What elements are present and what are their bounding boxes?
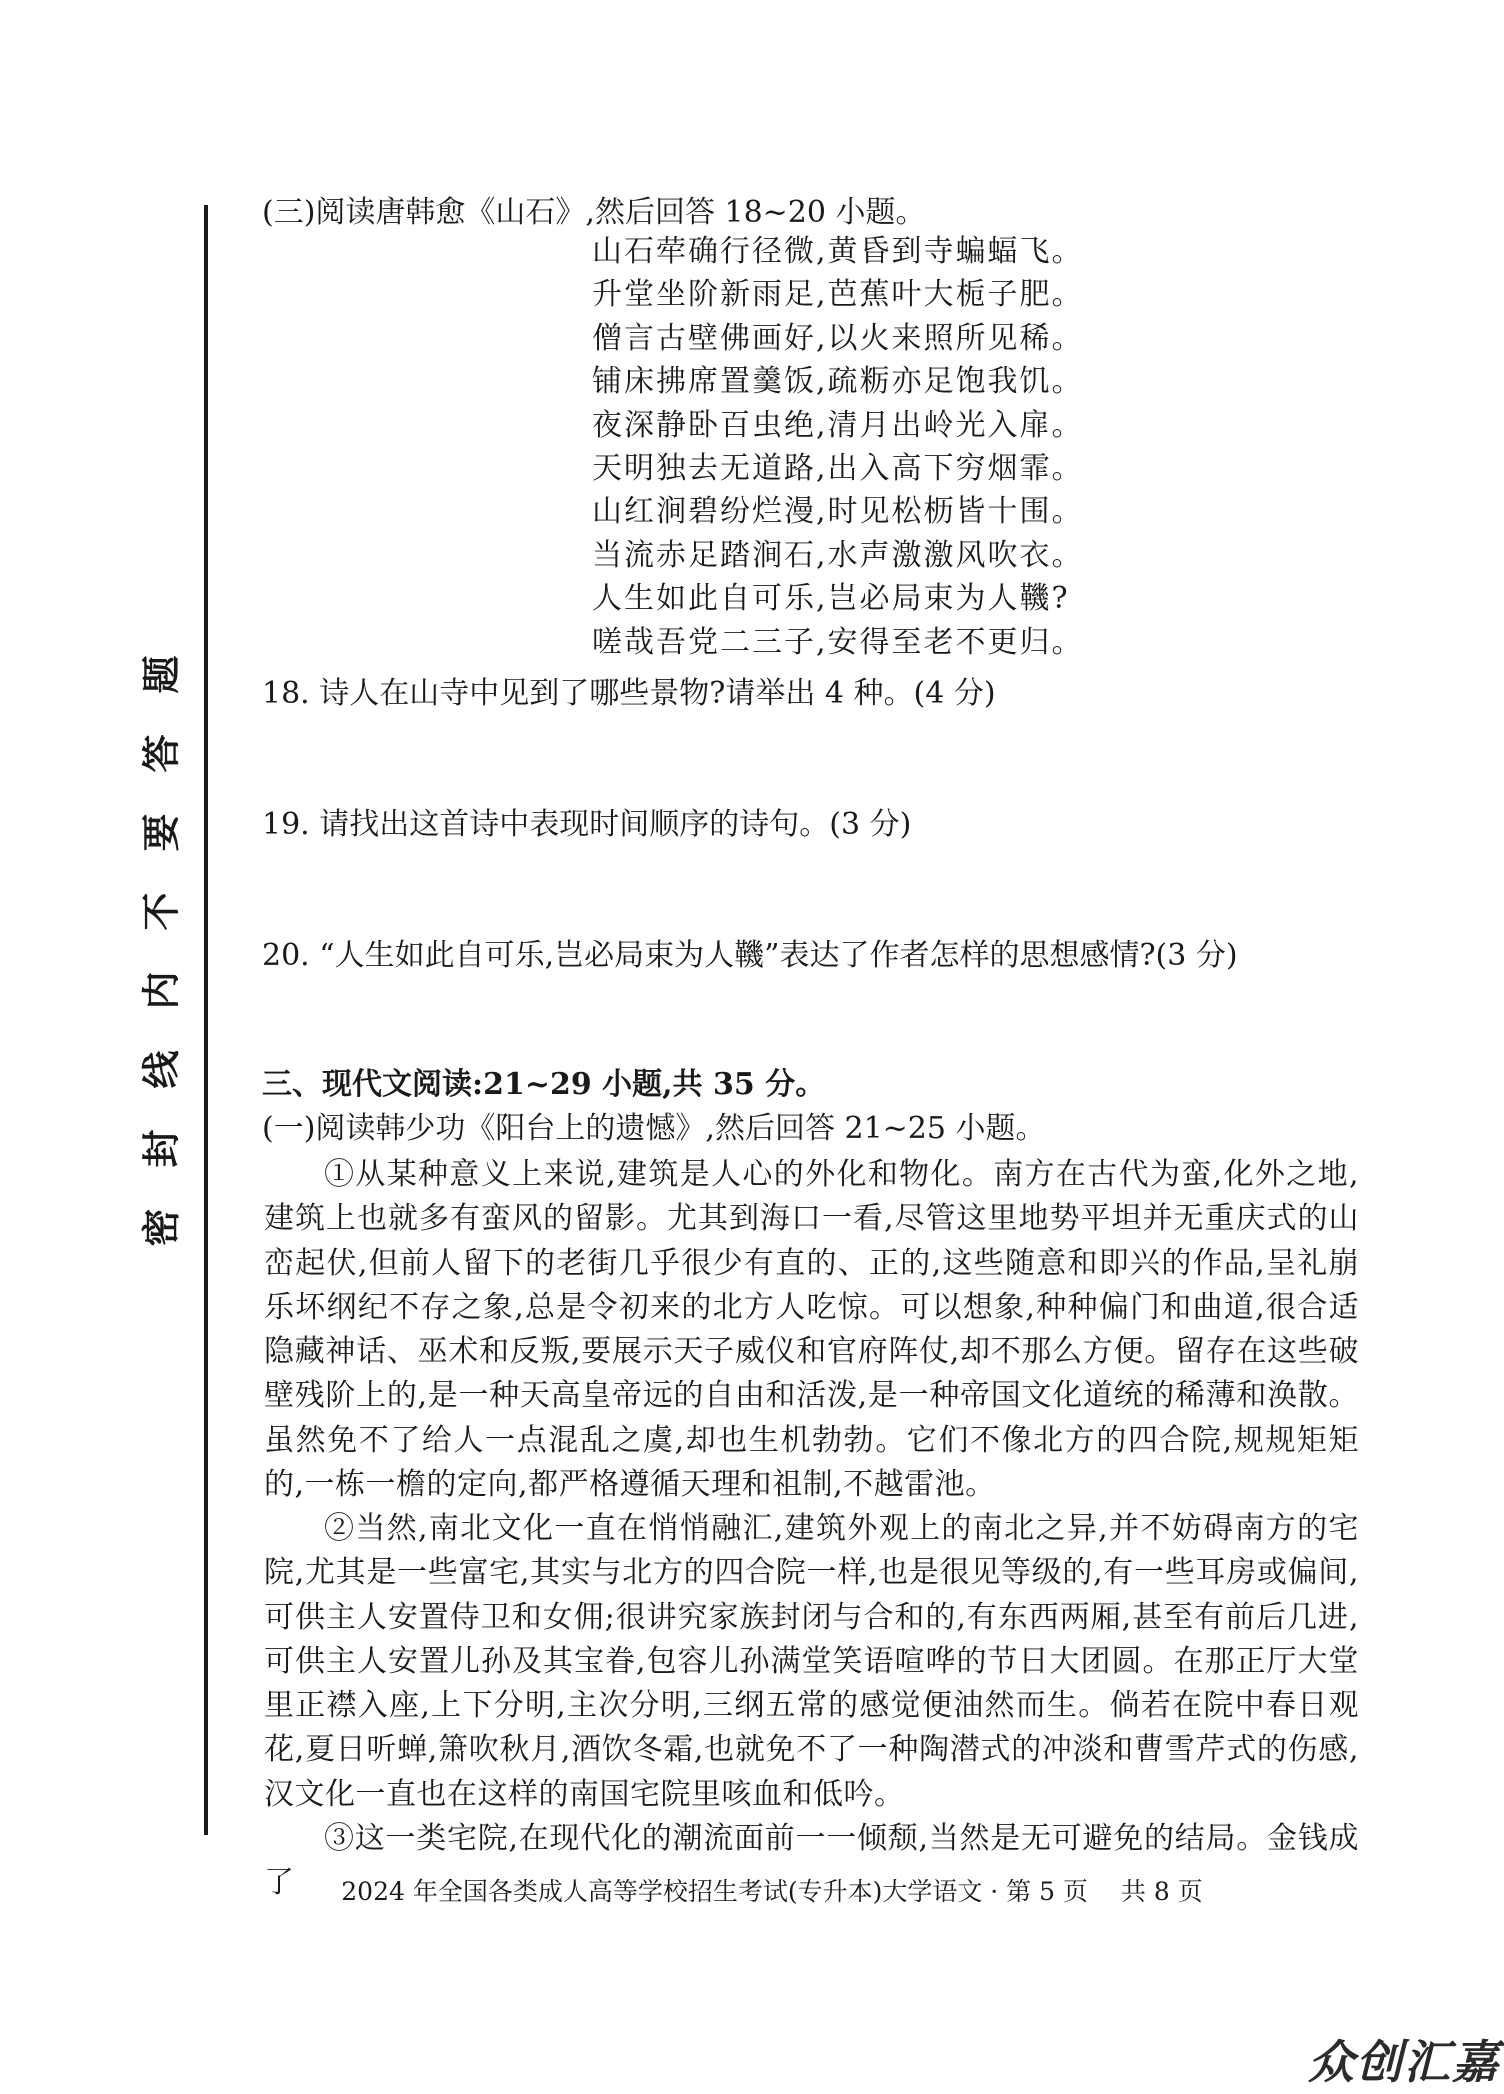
section-subheading-essay: (一)阅读韩少功《阳台上的遗憾》,然后回答 21~25 小题。 (262, 1111, 1046, 1146)
essay-paragraph-3: ③这一类宅院,在现代化的潮流面前一一倾颓,当然是无可避免的结局。金钱成了 (264, 1821, 1359, 1901)
question-20: 20. “人生如此自可乐,岂必局束为人鞿”表达了作者怎样的思想感情?(3 分) (262, 938, 1238, 973)
seal-char: 密 (139, 1208, 184, 1247)
poem-line: 铺床拂席置羹饭,疏粝亦足饱我饥。 (592, 364, 1084, 400)
essay-paragraph-1: ①从某种意义上来说,建筑是人心的外化和物化。南方在古代为蛮,化外之地,建筑上也就多有蛮风的留影。尤其到海口一看,尽管这里地势平坦并无重庆式的山峦起伏,但前人留下的老街几乎很少有直的、正的,这些随意和即兴的作品,呈礼崩乐坏纲纪不存之象,总是令初来的北方人吃惊。可以想象,种种偏门和曲道,很合适隐藏神话、巫术和反叛,要展示天子威仪和官府阵仗,却不那么方便。留存在这些破壁残阶上的,是一种天高皇帝远的自由和活泼,是一种帝国文化道统的稀薄和涣散。虽然免不了给人一点混乱之虞,却也生机勃勃。它们不像北方的四合院,规规矩矩的,一栋一檐的定向,都严格遵循天理和祖制,不越雷池。 (264, 1157, 1359, 1503)
poem-line: 升堂坐阶新雨足,芭蕉叶大栀子肥。 (592, 277, 1084, 313)
poem-line: 天明独去无道路,出入高下穷烟霏。 (592, 450, 1084, 486)
section-title-modern-reading: 三、现代文阅读:21~29 小题,共 35 分。 (262, 1067, 826, 1102)
section-heading-poem: (三)阅读唐韩愈《山石》,然后回答 18~20 小题。 (262, 195, 926, 230)
poem-line: 山红涧碧纷烂漫,时见松枥皆十围。 (592, 494, 1084, 530)
seal-char: 内 (139, 971, 184, 1010)
essay-paragraph-2: ②当然,南北文化一直在悄悄融汇,建筑外观上的南北之异,并不妨碍南方的宅院,尤其是一些富宅,其实与北方的四合院一样,也是很见等级的,有一些耳房或偏间,可供主人安置侍卫和女佣;很讲究家族封闭与合和的,有东西两厢,甚至有前后几进,可供主人安置儿孙及其宝眷,包容儿孙满堂笑语喧哗的节日大团圆。在那正厅大堂里正襟入座,上下分明,主次分明,三纲五常的感觉便油然而生。倘若在院中春日观花,夏日听蝉,箫吹秋月,酒饮冬霜,也就免不了一种陶潜式的冲淡和曹雪芹式的伤感,汉文化一直也在这样的南国宅院里咳血和低吟。 (264, 1511, 1359, 1812)
poem-block (592, 230, 1084, 664)
poem-line: 山石荦确行径微,黄昏到寺蝙蝠飞。 (592, 234, 1084, 269)
poem-line: 人生如此自可乐,岂必局束为人鞿? (592, 581, 1070, 617)
seal-line-notice (132, 655, 192, 1287)
poem-line: 僧言古壁佛画好,以火来照所见稀。 (592, 320, 1084, 356)
seal-char: 不 (139, 892, 184, 931)
poem-line: 当流赤足踏涧石,水声激激风吹衣。 (592, 537, 1084, 573)
page-footer: 2024 年全国各类成人高等学校招生考试(专升本)大学语文 · 第 5 页 共 8 页 (341, 1877, 1203, 1906)
seal-line (204, 205, 208, 1835)
seal-char: 封 (139, 1129, 184, 1168)
question-18: 18. 诗人在山寺中见到了哪些景物?请举出 4 种。(4 分) (262, 676, 996, 711)
seal-char: 题 (139, 655, 184, 694)
seal-char: 线 (139, 1050, 184, 1089)
poem-line: 嗟哉吾党二三子,安得至老不更归。 (592, 624, 1084, 660)
poem-line: 夜深静卧百虫绝,清月出岭光入扉。 (592, 407, 1084, 443)
question-19: 19. 请找出这首诗中表现时间顺序的诗句。(3 分) (262, 807, 912, 842)
seal-char: 要 (139, 813, 184, 852)
watermark-logo: 众创汇嘉 (1308, 2035, 1500, 2089)
seal-char: 答 (139, 734, 184, 773)
